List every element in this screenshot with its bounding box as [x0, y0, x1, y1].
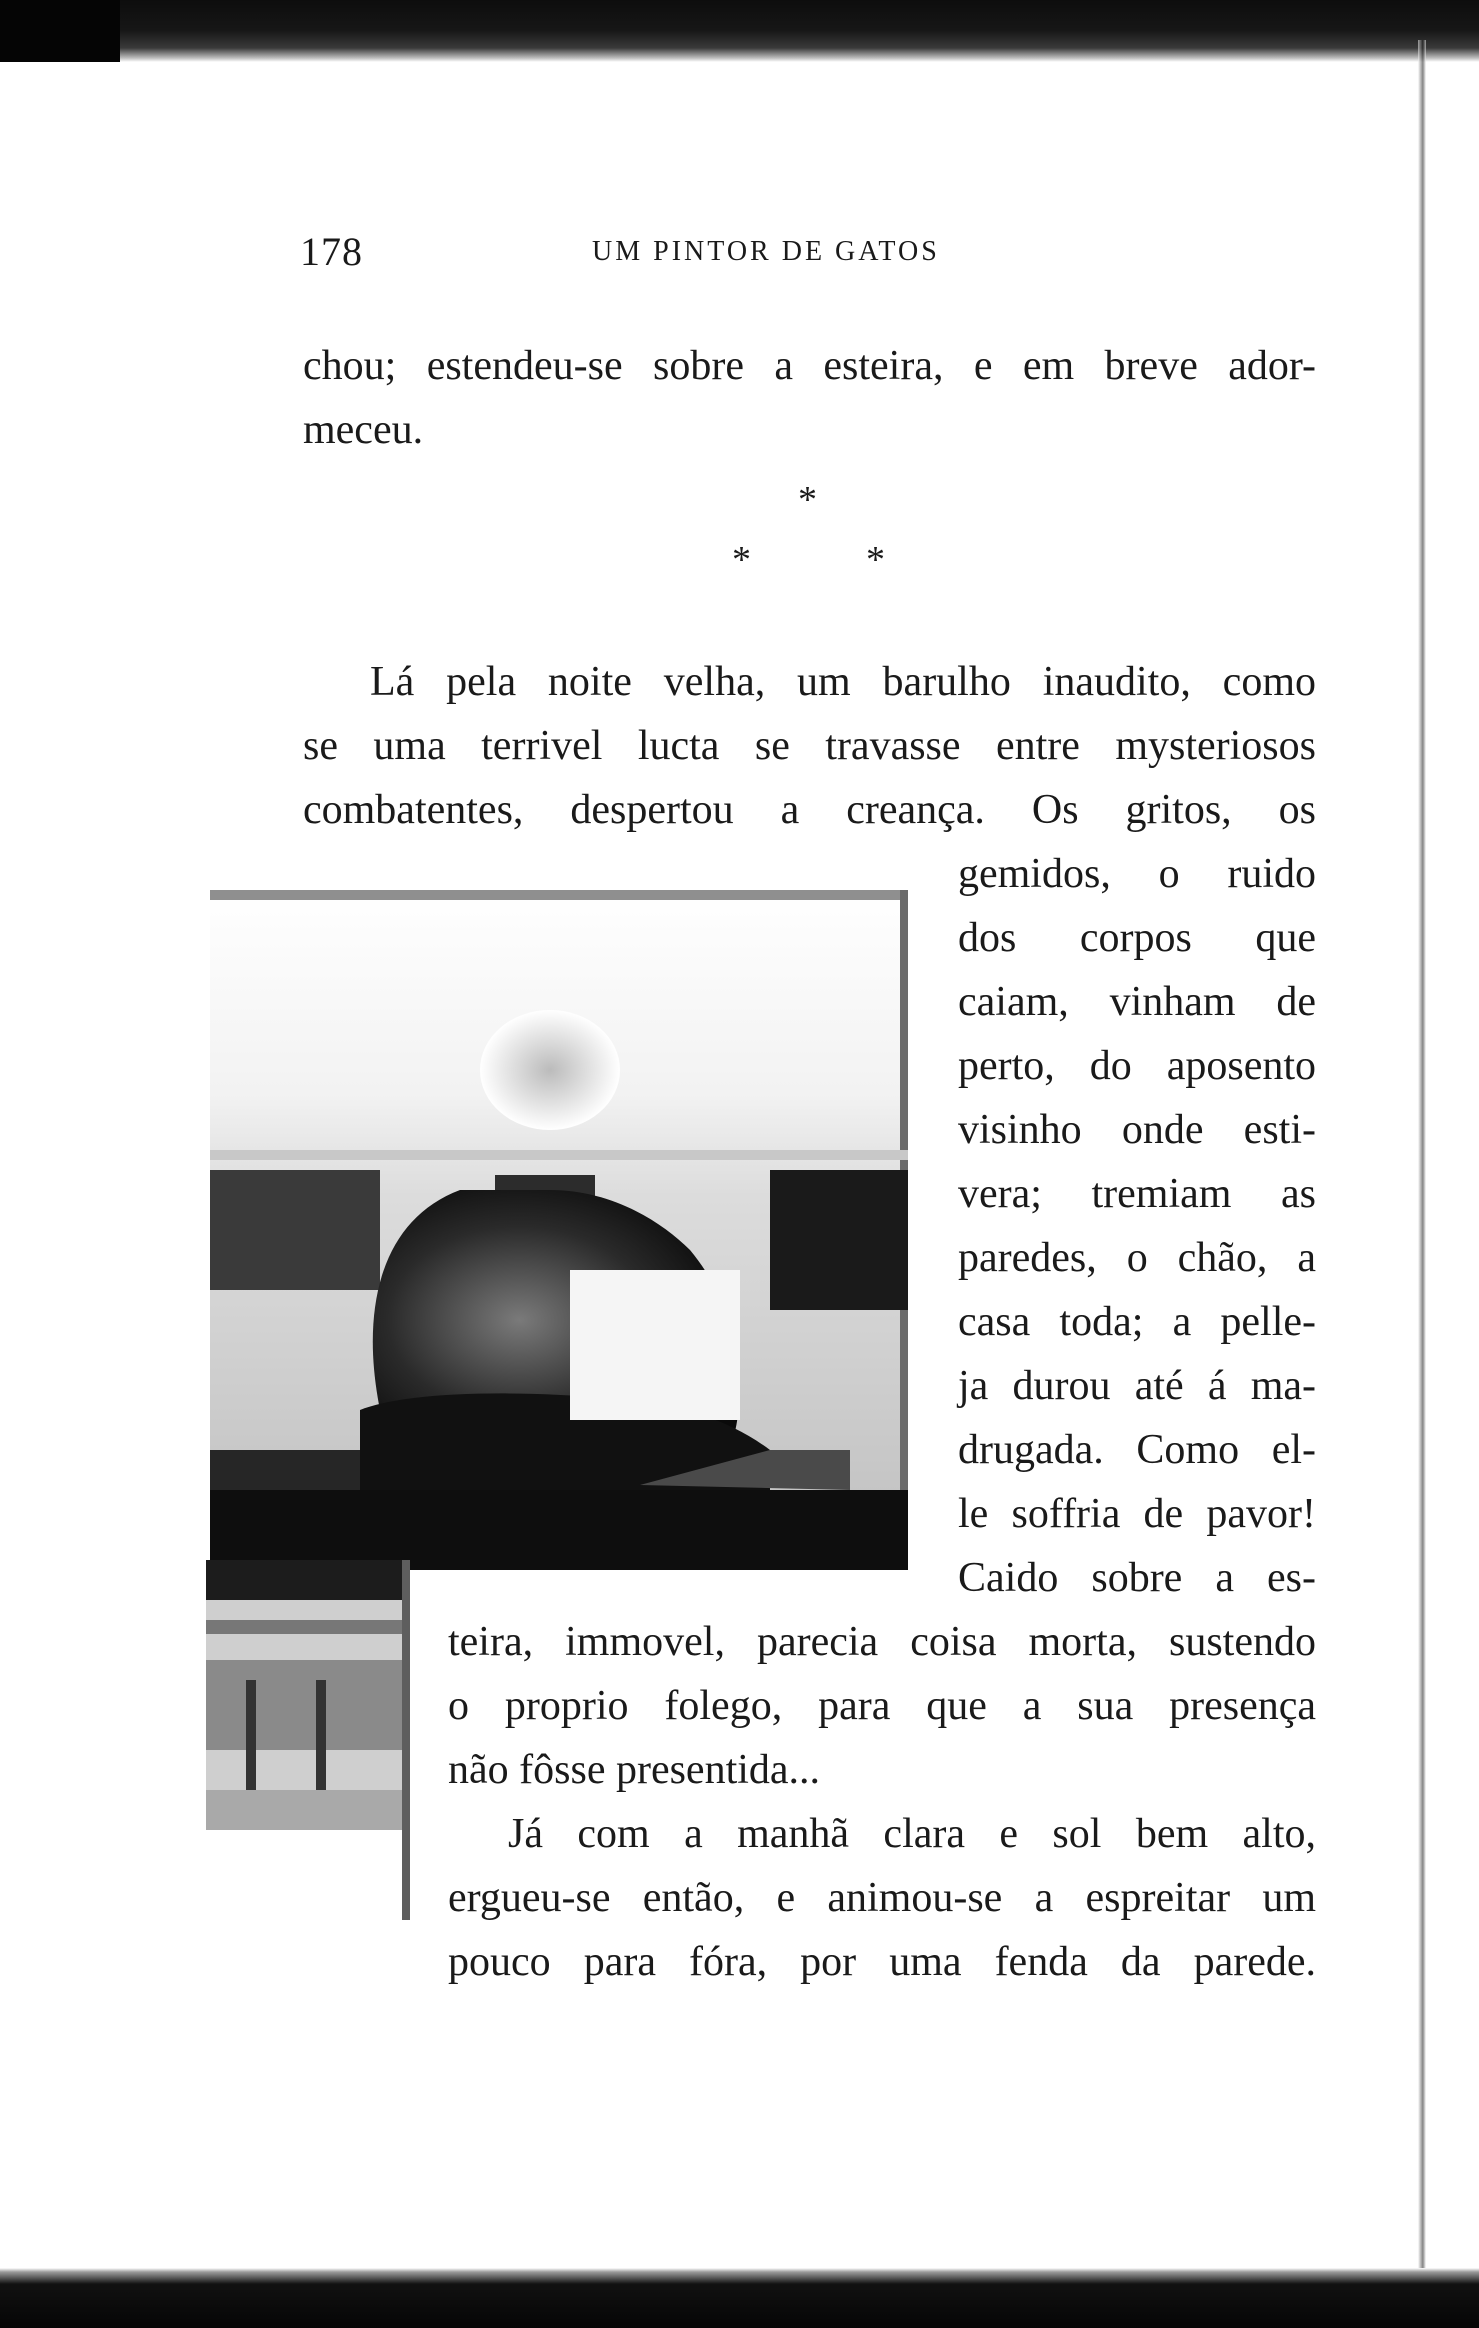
text-line: combatentes, despertou a creança. Os gritos, os — [303, 787, 1316, 833]
scan-border-right — [1418, 40, 1426, 2280]
asterism-star: * — [732, 539, 751, 581]
text-line: casa toda; a pelle- — [958, 1299, 1316, 1345]
text-line: Caido sobre a es- — [958, 1555, 1316, 1601]
text-line: chou; estendeu-se sobre a esteira, e em breve ador- — [303, 343, 1316, 389]
page-header — [300, 228, 1330, 288]
text-line: perto, do aposento — [958, 1043, 1316, 1089]
text-line: vera; tremiam as — [958, 1171, 1316, 1217]
text-line: pouco para fóra, por uma fenda da parede. — [448, 1939, 1316, 1985]
text-line: Já com a manhã clara e sol bem alto, — [508, 1811, 1316, 1857]
text-line: se uma terrivel lucta se travasse entre mysteriosos — [303, 723, 1316, 769]
scan-border-bottom — [0, 2268, 1479, 2328]
text-line: caiam, vinham de — [958, 979, 1316, 1025]
text-line: dos corpos que — [958, 915, 1316, 961]
text-line: paredes, o chão, a — [958, 1235, 1316, 1281]
text-line: le soffria de pavor! — [958, 1491, 1316, 1537]
text-line: visinho onde esti- — [958, 1107, 1316, 1153]
page-number: 178 — [300, 229, 363, 274]
text-line: o proprio folego, para que a sua presença — [448, 1683, 1316, 1729]
text-line: meceu. — [303, 407, 424, 453]
text-line: drugada. Como el- — [958, 1427, 1316, 1473]
asterism-star: * — [866, 539, 885, 581]
text-line: não fôsse presentida... — [448, 1747, 821, 1793]
text-line: Lá pela noite velha, um barulho inaudito, como — [370, 659, 1316, 705]
seated-figure-illustration-icon — [210, 890, 908, 1570]
text-line: gemidos, o ruido — [958, 851, 1316, 897]
asterism-star: * — [798, 479, 817, 521]
illustration-lower-fragment-icon — [206, 1560, 410, 1920]
running-title: UM PINTOR DE GATOS — [592, 236, 940, 267]
scan-border-top — [0, 0, 1479, 62]
text-line: ja durou até á ma- — [958, 1363, 1316, 1409]
text-line: teira, immovel, parecia coisa morta, sustendo — [448, 1619, 1316, 1665]
text-line: ergueu-se então, e animou-se a espreitar um — [448, 1875, 1316, 1921]
